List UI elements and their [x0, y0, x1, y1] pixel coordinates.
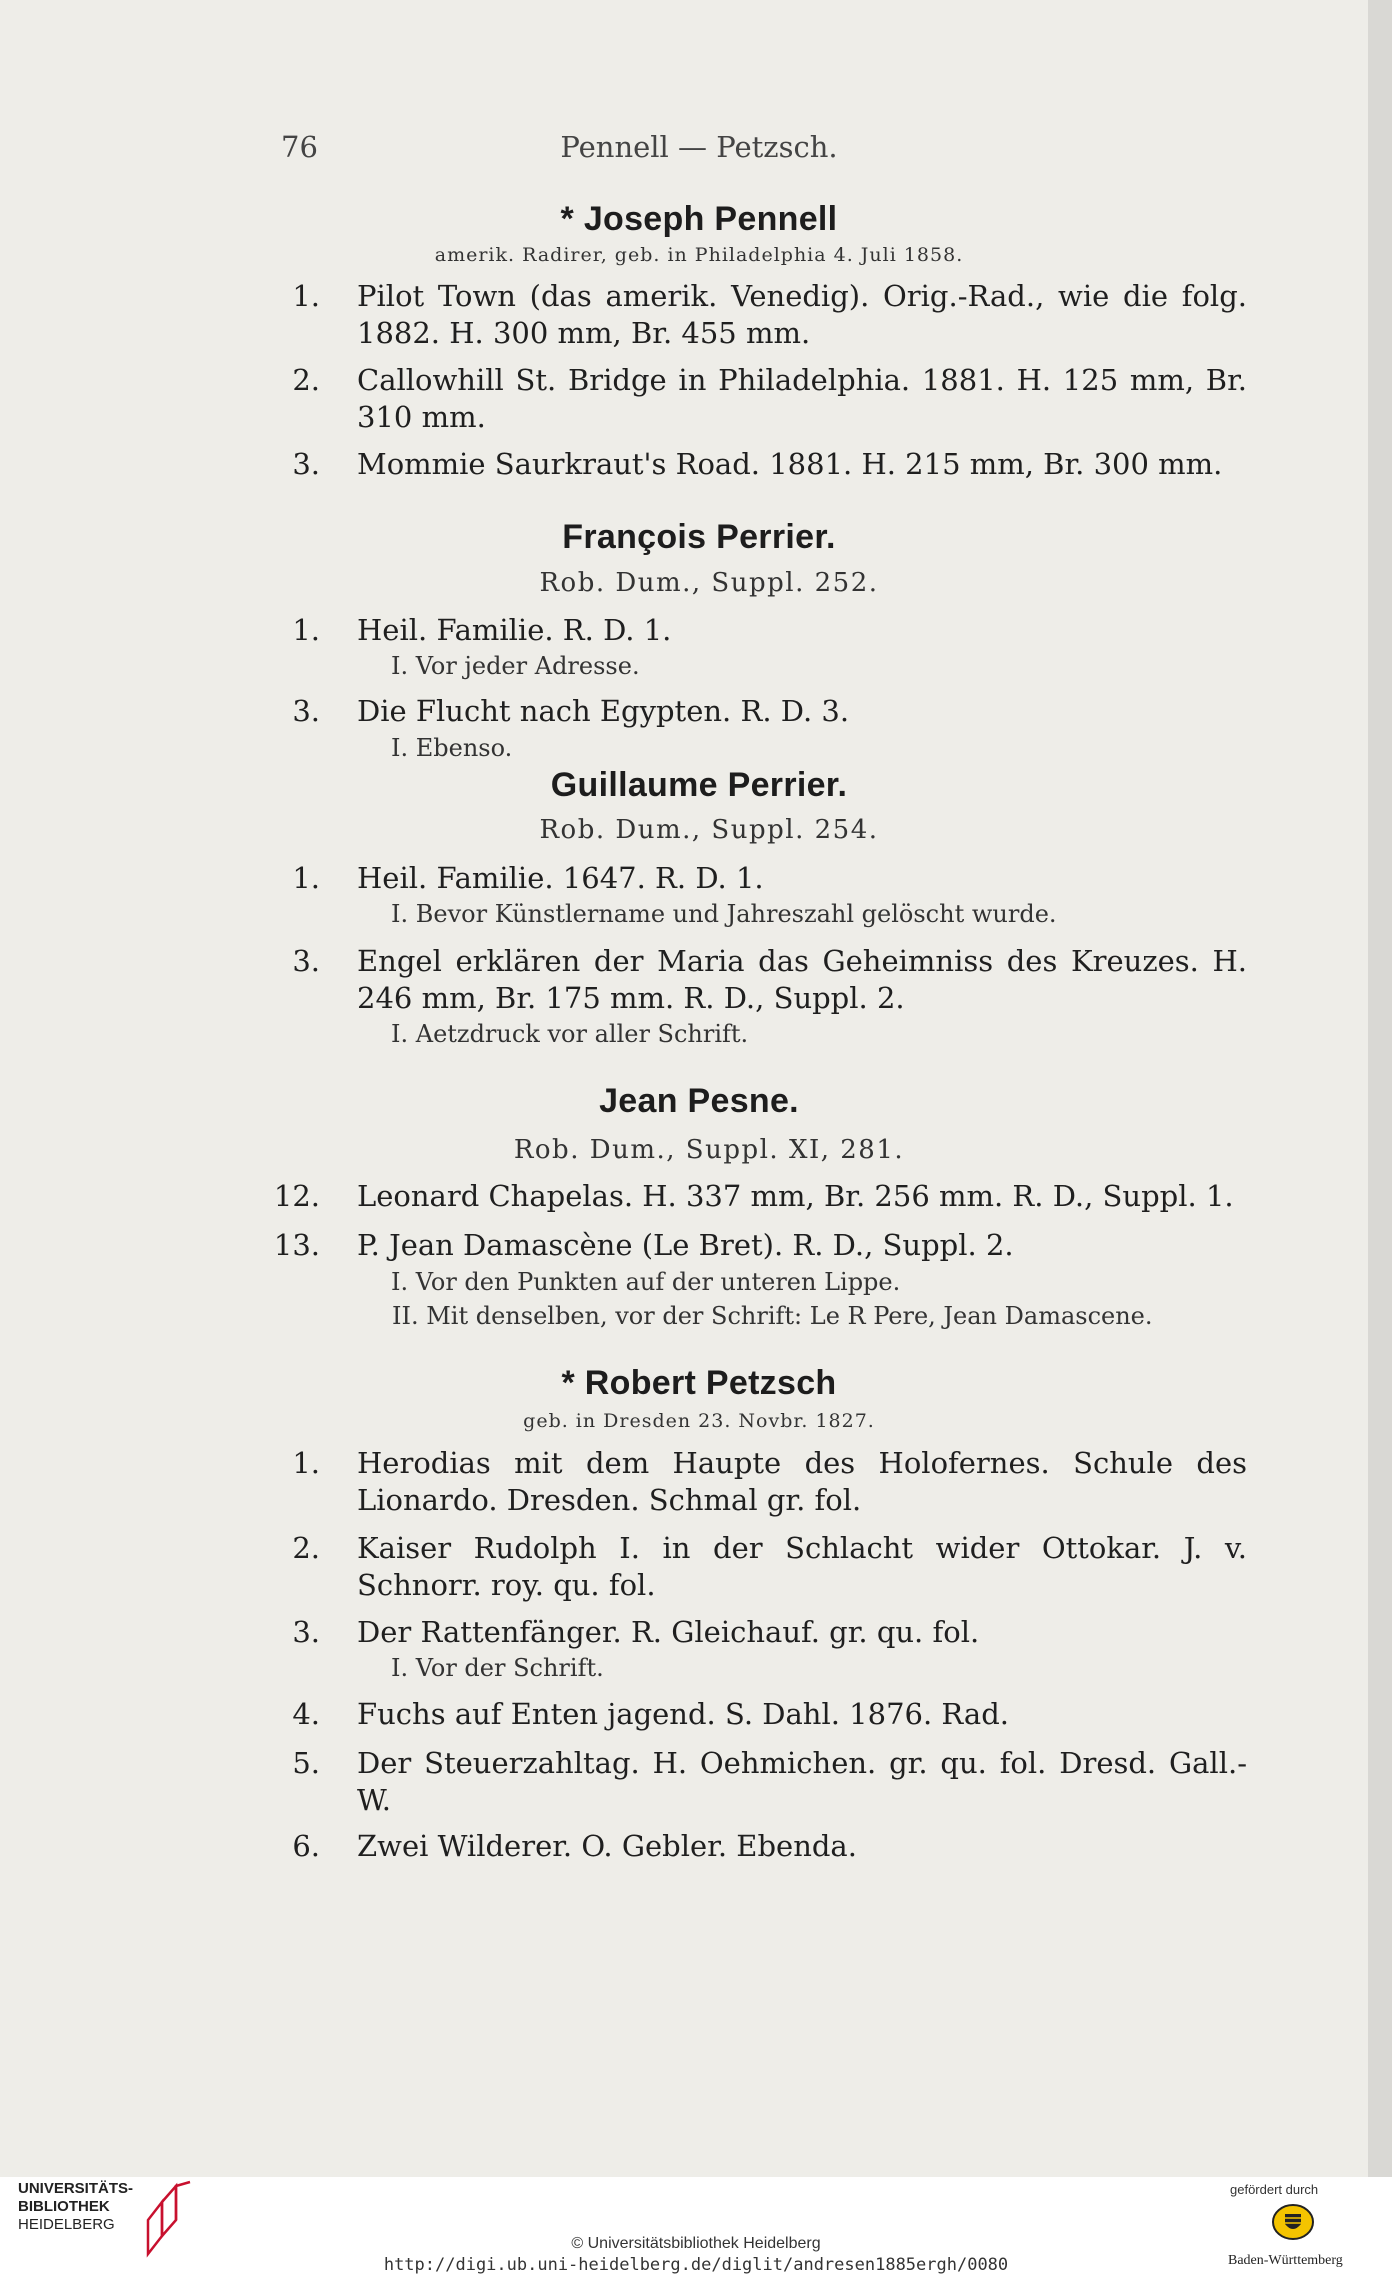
- reference: Rob. Dum., Suppl. 252.: [539, 568, 879, 598]
- entry-number: 3.: [292, 1615, 320, 1649]
- artist-heading: * Robert Petzsch: [561, 1364, 837, 1402]
- artist-heading: François Perrier.: [562, 518, 836, 556]
- funded-by-label: gefördert durch: [1230, 2182, 1319, 2197]
- state-note: I. Vor jeder Adresse.: [391, 652, 640, 680]
- entry-number: 12.: [273, 1179, 320, 1213]
- entry-text: Mommie Saurkraut's Road. 1881. H. 215 mm, Br. 300 mm.: [357, 447, 1223, 481]
- entry-number: 1.: [292, 1446, 320, 1480]
- entry-number: 2.: [292, 363, 320, 397]
- logo-line: UNIVERSITÄTS-: [18, 2180, 134, 2197]
- entry-text: Leonard Chapelas. H. 337 mm, Br. 256 mm. R. D., Suppl. 1.: [357, 1179, 1234, 1213]
- entry-number: 6.: [292, 1829, 320, 1863]
- artist-bio: amerik. Radirer, geb. in Philadelphia 4. Juli 1858.: [434, 244, 964, 266]
- permalink[interactable]: http://digi.ub.uni-heidelberg.de/diglit/andresen1885ergh/0080: [383, 2255, 1009, 2275]
- entry-text: Zwei Wilderer. O. Gebler. Ebenda.: [357, 1829, 857, 1863]
- entry-number: 4.: [292, 1697, 320, 1731]
- page-number: 76: [281, 130, 318, 164]
- state-note: I. Vor den Punkten auf der unteren Lippe.: [391, 1268, 901, 1296]
- state-note: I. Vor der Schrift.: [391, 1654, 604, 1682]
- entry-text: Kaiser Rudolph I. in der Schlacht wider Ottokar. J. v. Schnorr. roy. qu. fol.: [357, 1531, 1247, 1602]
- page-header: [0, 130, 1378, 170]
- state-note: I. Bevor Künstlername und Jahreszahl gelöscht wurde.: [391, 900, 1057, 928]
- state-note: II. Mit denselben, vor der Schrift: Le R Pere, Jean Damascene.: [392, 1302, 1153, 1330]
- running-head: Pennell — Petzsch.: [560, 130, 838, 164]
- entry-number: 1.: [292, 279, 320, 313]
- artist-heading: Guillaume Perrier.: [550, 766, 848, 804]
- entry-number: 5.: [292, 1746, 320, 1780]
- coat-of-arms-icon: [1270, 2202, 1316, 2242]
- library-logo[interactable]: [18, 2180, 133, 2234]
- entry-text: Engel erklären der Maria das Geheimniss des Kreuzes. H. 246 mm, Br. 175 mm. R. D., Suppl. 2.: [357, 944, 1247, 1015]
- entry-number: 2.: [292, 1531, 320, 1565]
- entry-text: Fuchs auf Enten jagend. S. Dahl. 1876. Rad.: [357, 1697, 1009, 1731]
- artist-heading: * Joseph Pennell: [560, 200, 838, 238]
- state-note: I. Ebenso.: [391, 734, 513, 762]
- funder-name: Baden-Württemberg: [1228, 2253, 1343, 2268]
- entry-text: Heil. Familie. R. D. 1.: [357, 613, 672, 647]
- entry-number: 1.: [292, 861, 320, 895]
- logo-line: BIBLIOTHEK: [18, 2198, 110, 2215]
- state-note: I. Aetzdruck vor aller Schrift.: [391, 1020, 749, 1048]
- entry-text: P. Jean Damascène (Le Bret). R. D., Suppl. 2.: [357, 1228, 1014, 1262]
- entry-number: 1.: [292, 613, 320, 647]
- logo-line: HEIDELBERG: [18, 2216, 115, 2233]
- entry-text: Callowhill St. Bridge in Philadelphia. 1881. H. 125 mm, Br. 310 mm.: [357, 363, 1247, 434]
- entry-text: Der Rattenfänger. R. Gleichauf. gr. qu. fol.: [357, 1615, 980, 1649]
- entry-text: Der Steuerzahltag. H. Oehmichen. gr. qu. fol. Dresd. Gall.-W.: [357, 1746, 1247, 1817]
- entry-text: Pilot Town (das amerik. Venedig). Orig.-Rad., wie die folg. 1882. H. 300 mm, Br. 455 mm.: [357, 279, 1247, 350]
- artist-heading: Jean Pesne.: [599, 1082, 799, 1120]
- entry-number: 3.: [292, 447, 320, 481]
- entry-text: Heil. Familie. 1647. R. D. 1.: [357, 861, 764, 895]
- artist-bio: geb. in Dresden 23. Novbr. 1827.: [523, 1410, 875, 1432]
- reference: Rob. Dum., Suppl. XI, 281.: [513, 1135, 905, 1165]
- entry-text: Herodias mit dem Haupte des Holofernes. Schule des Lionardo. Dresden. Schmal gr. fol.: [357, 1446, 1247, 1517]
- entry-text: Die Flucht nach Egypten. R. D. 3.: [357, 694, 850, 728]
- entry-number: 3.: [292, 944, 320, 978]
- copyright-notice: © Universitätsbibliothek Heidelberg: [571, 2235, 821, 2252]
- entry-number: 3.: [292, 694, 320, 728]
- entry-number: 13.: [273, 1228, 320, 1262]
- reference: Rob. Dum., Suppl. 254.: [539, 815, 879, 845]
